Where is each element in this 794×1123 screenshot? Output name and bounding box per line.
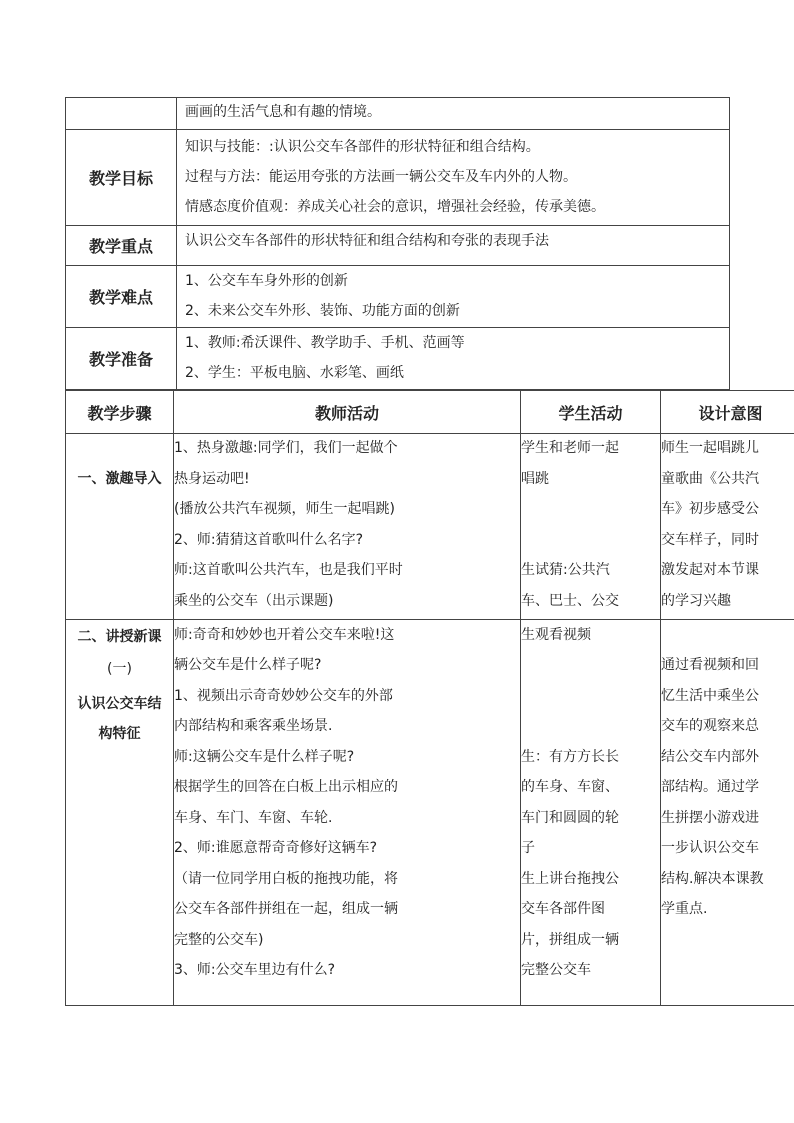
teacher-line: 师:这首歌叫公共汽车，也是我们平时	[174, 562, 403, 578]
teacher-line: 师:这辆公交车是什么样子呢?	[174, 748, 355, 765]
student-line	[521, 681, 660, 712]
student-line: 生：有方方长长	[521, 748, 619, 765]
student-line: 交车各部件图	[521, 901, 605, 917]
key-points-label: 教学重点	[66, 226, 177, 266]
step-2-subsection: (一)	[107, 661, 132, 677]
step-2-intent	[661, 619, 794, 1005]
header-step: 教学步骤	[66, 391, 174, 434]
teacher-line: 1、视频出示奇奇妙妙公交车的外部	[174, 687, 393, 704]
preparation-line-1: 1、教师:希沃课件、教学助手、手机、范画等	[185, 335, 465, 351]
student-line	[521, 650, 660, 681]
intent-line: 的学习兴趣	[661, 592, 731, 609]
teacher-line: 公交车各部件拼组在一起，组成一辆	[174, 901, 398, 917]
teacher-line: 1、热身激趣:同学们，我们一起做个	[174, 440, 398, 456]
student-line: 片，拼组成一辆	[521, 931, 619, 948]
intent-line: 部结构。通过学	[661, 779, 759, 795]
student-line: 子	[521, 840, 535, 856]
teacher-line: 完整的公交车)	[174, 931, 264, 948]
intent-line	[661, 620, 794, 651]
student-line	[521, 525, 660, 556]
step-2-cell	[66, 619, 174, 1005]
intro-label-cell	[66, 98, 177, 130]
teacher-line: （请一位同学用白板的拖拽功能，将	[174, 870, 398, 887]
step-1-teacher	[174, 433, 521, 619]
intent-line: 童歌曲《公共汽	[661, 470, 759, 487]
student-line: 学生和老师一起	[521, 440, 619, 456]
intent-line: 车》初步感受公	[661, 501, 759, 517]
student-line	[521, 711, 660, 742]
student-line: 生上讲台拖拽公	[521, 870, 619, 887]
student-line: 生观看视频	[521, 626, 591, 643]
teacher-line: 热身运动吧!	[174, 470, 250, 487]
header-student: 学生活动	[521, 391, 661, 434]
teacher-line: (播放公共汽车视频，师生一起唱跳)	[174, 501, 395, 517]
intent-line: 结构.解决本课教	[661, 870, 764, 887]
step-1-cell	[66, 433, 174, 619]
teacher-line: 师:奇奇和妙妙也开着公交车来啦!这	[174, 626, 395, 643]
student-line: 唱跳	[521, 470, 549, 487]
header-teacher: 教师活动	[174, 391, 521, 434]
teacher-line: 内部结构和乘客乘坐场景.	[174, 718, 333, 734]
teacher-line: 车身、车门、车窗、车轮.	[174, 809, 333, 826]
intent-line: 交车的观察来总	[661, 718, 759, 734]
step-1-student	[521, 433, 661, 619]
key-point-line: 认识公交车各部件的形状特征和组合结构和夸张的表现手法	[185, 233, 549, 249]
goals-cell	[177, 130, 730, 226]
student-line: 生试猜:公共汽	[521, 562, 610, 578]
intro-cell	[177, 98, 730, 130]
intent-line: 师生一起唱跳儿	[661, 440, 759, 456]
teacher-line: 3、师:公交车里边有什么?	[174, 962, 336, 978]
teacher-line: 2、师:猜猜这首歌叫什么名字?	[174, 531, 364, 548]
intent-line: 生拼摆小游戏进	[661, 809, 759, 826]
teacher-line: 辆公交车是什么样子呢?	[174, 657, 322, 673]
student-line: 的车身、车窗、	[521, 779, 619, 795]
difficulty-line-1: 1、公交车车身外形的创新	[185, 273, 348, 289]
preparation-line-2: 2、学生：平板电脑、水彩笔、画纸	[185, 365, 404, 381]
teaching-steps-table	[65, 390, 794, 434]
step-2-title: 二、讲授新课	[77, 628, 162, 645]
difficulties-cell	[177, 266, 730, 328]
intro-line: 画画的生活气息和有趣的情境。	[185, 104, 381, 120]
intent-line: 交车样子，同时	[661, 531, 759, 548]
intent-line: 激发起对本节课	[661, 562, 759, 578]
difficulty-line-2: 2、未来公交车外形、装饰、功能方面的创新	[185, 303, 460, 319]
difficulties-label: 教学难点	[66, 266, 177, 328]
goal-process: 过程与方法：能运用夸张的方法画一辆公交车及车内外的人物。	[185, 169, 577, 185]
student-line: 车、巴士、公交	[521, 592, 619, 609]
step-2-subtitle-2: 构特征	[98, 726, 141, 742]
goals-label: 教学目标	[66, 130, 177, 226]
key-points-cell	[177, 226, 730, 266]
intent-line: 学重点.	[661, 901, 708, 917]
intent-line: 忆生活中乘坐公	[661, 687, 759, 704]
student-line: 车门和圆圆的轮	[521, 809, 619, 826]
preparation-label: 教学准备	[66, 328, 177, 390]
student-line: 完整公交车	[521, 962, 591, 978]
step-2-teacher	[174, 619, 521, 1005]
step-2-student	[521, 619, 661, 1005]
student-line	[521, 494, 660, 525]
teacher-line: 2、师:谁愿意帮奇奇修好这辆车?	[174, 840, 378, 856]
header-intent: 设计意图	[661, 391, 794, 434]
step-1-title: 一、激趣导入	[77, 471, 162, 487]
teacher-line: 乘坐的公交车（出示课题)	[174, 592, 334, 609]
goal-attitude: 情感态度价值观：养成关心社会的意识，增强社会经验，传承美德。	[185, 199, 605, 215]
step-2-subtitle-1: 认识公交车结	[77, 695, 162, 712]
intent-line: 通过看视频和回	[661, 657, 759, 673]
teaching-steps-body	[65, 433, 794, 1006]
intent-line: 结公交车内部外	[661, 748, 759, 765]
teacher-line: 根据学生的回答在白板上出示相应的	[174, 779, 398, 795]
step-1-intent	[661, 433, 794, 619]
preparation-cell	[177, 328, 730, 390]
intent-line: 一步认识公交车	[661, 840, 759, 856]
goal-knowledge: 知识与技能：:认识公交车各部件的形状特征和组合结构。	[185, 139, 540, 155]
lesson-info-table	[65, 97, 730, 390]
